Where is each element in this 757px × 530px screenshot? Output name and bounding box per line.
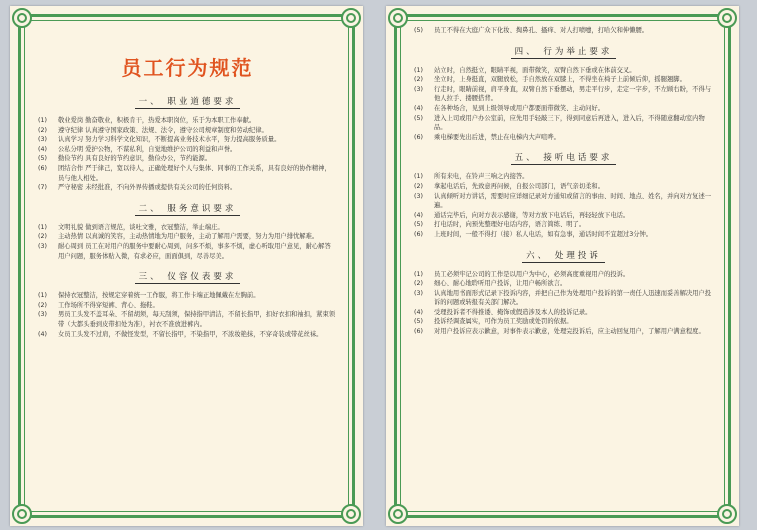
- corner-ornament-icon: [12, 8, 32, 28]
- section-heading-text: 三、 仪容仪表要求: [135, 270, 241, 284]
- item-number: (1): [38, 223, 47, 231]
- item-number: (4): [38, 145, 47, 153]
- item-text: 坐立时，上身挺直，双腿放松，手自然放在双膝上，不得坐在椅子上前倾后仰，摇腿翘脚。: [434, 76, 686, 84]
- item-number: (6): [38, 164, 47, 172]
- item-number: (1): [38, 292, 47, 300]
- list-item: [414, 327, 713, 337]
- item-number: (5): [414, 27, 423, 34]
- list-item: [38, 291, 337, 301]
- corner-ornament-icon: [12, 504, 32, 524]
- list-item: [414, 279, 713, 289]
- list-item: [38, 135, 337, 145]
- item-text: 对用户投诉应表示歉意，对事件表示歉意，处理完投诉后，应主动回复用户，了解用户满意程度。: [434, 328, 705, 336]
- list-item: [38, 330, 337, 340]
- list-item: [414, 75, 713, 85]
- item-text: 工作场所不得穿短裤、背心、拖鞋。: [58, 301, 159, 309]
- list-item: [38, 242, 337, 261]
- item-text: 所有来电，在铃声三响之内接答。: [434, 173, 529, 181]
- item-text: 遵守纪律 认真遵守国家政策、法规、法令，遵守公司规章制度和劳动纪律。: [58, 126, 268, 134]
- item-text: 认真地用书面形式记录下投诉内容，并把自己作为处理用户投诉的第一责任人迅速而妥善解决用户投诉的问题或转报有关部门解决。: [434, 289, 712, 307]
- item-text: 拿起电话后，先致意再问候，自报公司部门，语气亲切柔和。: [434, 182, 605, 190]
- list-item: [414, 104, 713, 114]
- item-number: (3): [38, 242, 47, 250]
- right-page-content: [414, 24, 713, 506]
- item-number: (2): [414, 280, 423, 288]
- item-text: 行走时，眼睛前视，肩平身直，双臂自然下垂摆动，男走平行步，走定一字步，不左顾右盼，不得与他人拉手、搂腰搭背。: [434, 85, 712, 103]
- item-text: 站立时，自然挺立，眼睛平视，面带微笑，双臂自然下垂或在体前交叉。: [434, 66, 636, 74]
- item-number: (1): [38, 117, 47, 124]
- list-item: [414, 133, 713, 143]
- list-item: [414, 85, 713, 104]
- list-item: [38, 310, 337, 329]
- section-heading: [414, 249, 713, 263]
- item-text: 员工不得在大庭广众下化妆、掏鼻孔、搔痒、对人打喷嚏，打哈欠和伸懒腰。: [434, 27, 649, 34]
- document-title: 员工行为规范: [121, 56, 254, 80]
- item-text: 上班时间，一般不得打（接）私人电话，如有急事，通话时间不宜超过3分钟。: [434, 230, 653, 238]
- item-text: 敬业爱岗 勤奋敬业，积极肯干，热爱本职岗位，乐于为本职工作奉献。: [58, 117, 256, 124]
- item-number: (5): [38, 155, 47, 163]
- list-item: [414, 114, 713, 133]
- section-heading: [38, 202, 337, 216]
- item-text: 男员工头发不盖耳朵、不留胡须，每天刮须，保持指甲清洁，不留长指甲，扣好衣扣和袖扣，紧束领带（大都头垂到皮带扣处为准），衬衣不准放进裤内。: [58, 311, 336, 328]
- list-item: [414, 211, 713, 221]
- item-text: 文明礼貌 做到语言规范，谈吐文雅，衣冠整洁，举止端庄。: [58, 223, 224, 231]
- corner-ornament-icon: [388, 8, 408, 28]
- item-number: (5): [414, 114, 423, 122]
- item-text: 公私分明 爱护公物，不谋私利，自觉地维护公司的利益和声誉。: [58, 145, 237, 153]
- left-sections: [38, 95, 337, 339]
- item-number: (1): [414, 66, 423, 74]
- item-number: (4): [414, 308, 423, 316]
- list-item: [414, 317, 713, 327]
- item-text: 严守秘密 未经批准，不向外界传播或提供有关公司的任何资料。: [58, 184, 237, 192]
- item-text: 在各种场合，见到上级领导或用户都要面带微笑、主动问好。: [434, 104, 605, 112]
- item-number: (1): [414, 173, 423, 181]
- item-number: (4): [414, 104, 423, 112]
- item-number: (2): [414, 76, 423, 84]
- section-heading: [414, 45, 713, 59]
- list-item: [414, 220, 713, 230]
- list-item: [38, 126, 337, 136]
- list-item: [414, 26, 713, 36]
- list-item: [38, 116, 337, 126]
- item-number: (3): [414, 289, 423, 297]
- item-number: (2): [38, 233, 47, 241]
- page-left: [10, 6, 363, 526]
- list-item: [414, 289, 713, 308]
- item-text: 进入上司或用户办公室前，应先用手轻敲三下，得到同意后再进入，进入后，不得随意翻动室内物品。: [434, 114, 705, 132]
- section-heading-text: 四、 行为举止要求: [511, 45, 617, 59]
- list-item: [414, 172, 713, 182]
- list-item: [38, 154, 337, 164]
- section-heading-text: 二、 服务意识要求: [135, 202, 241, 216]
- corner-ornament-icon: [341, 504, 361, 524]
- item-text: 投诉经调查属实，可作为员工奖励或处罚的依据。: [434, 318, 573, 326]
- list-item: [414, 192, 713, 211]
- item-text: 主动热情 以真诚的笑容，主动热情地为用户服务，主动了解用户需要，努力为用户排忧解难。: [58, 233, 319, 241]
- item-text: 员工必须牢记公司的工作是以用户为中心，必须高度重视用户的投诉。: [434, 270, 630, 278]
- item-text: 打电话时，向预先整理好电话内容，语言简练、明了。: [434, 221, 586, 229]
- item-number: (6): [414, 133, 423, 141]
- item-number: (2): [414, 182, 423, 190]
- item-number: (2): [38, 126, 47, 134]
- section-heading-text: 六、 处理投诉: [522, 249, 605, 263]
- item-number: (3): [414, 85, 423, 93]
- list-item: [38, 223, 337, 233]
- item-number: (7): [38, 184, 47, 192]
- section-heading: [38, 270, 337, 284]
- item-number: (4): [414, 211, 423, 219]
- list-item: [38, 145, 337, 155]
- item-number: (1): [414, 270, 423, 278]
- list-item: [38, 164, 337, 183]
- item-number: (3): [414, 192, 423, 200]
- item-number: (3): [38, 311, 47, 319]
- item-text: 耐心周到 员工在对用户的服务中要耐心周到，问多不烦，事多不烦，虚心听取用户意见，耐心解答用户问题，服务体贴入微，有求必应，面面俱到，尽善尽美。: [58, 242, 331, 260]
- list-item: [38, 301, 337, 311]
- item-text: 通话完毕后，向对方表示感谢，等对方放下电话后，再轻轻放下电话。: [434, 211, 630, 219]
- list-item: [414, 66, 713, 76]
- item-number: (6): [414, 230, 423, 238]
- item-number: (2): [38, 301, 47, 309]
- item-number: (3): [38, 136, 47, 144]
- item-text: 乘电梯要先出后进，禁止在电梯内大声喧哗。: [434, 133, 560, 141]
- corner-ornament-icon: [717, 504, 737, 524]
- page-right: [386, 6, 739, 526]
- item-text: 保持衣冠整洁，按规定穿着统一工作服，将工作卡端正地佩戴在左胸前。: [58, 292, 260, 300]
- list-item: [414, 182, 713, 192]
- item-text: 细心、耐心地聆听用户投诉，让用户畅所欲言。: [434, 280, 567, 288]
- list-item: [414, 308, 713, 318]
- item-text: 勤俭节约 具有良好的节约意识，勤俭办公，节约能源。: [58, 155, 212, 163]
- corner-ornament-icon: [341, 8, 361, 28]
- item-number: (5): [414, 318, 423, 326]
- section-heading-text: 五、 接听电话要求: [511, 151, 617, 165]
- item-text: 认真倾听对方讲话，需要时应详细记录对方通知或留言的事由、时间、地点、姓名，并向对方复述一遍。: [434, 192, 712, 210]
- list-item: [414, 270, 713, 280]
- left-page-content: [38, 28, 337, 506]
- section-heading-text: 一、 职业道德要求: [135, 95, 241, 109]
- list-item: [414, 230, 713, 240]
- item-text: 认真学习 努力学习科学文化知识，不断提高业务技术水平，努力提高服务质量。: [58, 136, 281, 144]
- item-text: 女员工头发不过肩，不做怪发型，不留长指甲，不染指甲，不浓妆艳抹，不穿奇装或带花丝袜。: [58, 330, 323, 338]
- list-item: [38, 232, 337, 242]
- item-number: (6): [414, 328, 423, 336]
- corner-ornament-icon: [717, 8, 737, 28]
- section-heading: [38, 95, 337, 109]
- right-sections: [414, 45, 713, 337]
- section-heading: [414, 151, 713, 165]
- item-text: 团结合作 严于律己，宽以待人，正确处理好个人与集体、同事的工作关系，具有良好的协作精神，员与他人相处。: [58, 164, 331, 182]
- corner-ornament-icon: [388, 504, 408, 524]
- list-item: [38, 183, 337, 193]
- item-text: 受理投诉者不得推诿、掩饰或假造涉及本人的投诉记录。: [434, 308, 592, 316]
- item-number: (5): [414, 221, 423, 229]
- item-number: (4): [38, 330, 47, 338]
